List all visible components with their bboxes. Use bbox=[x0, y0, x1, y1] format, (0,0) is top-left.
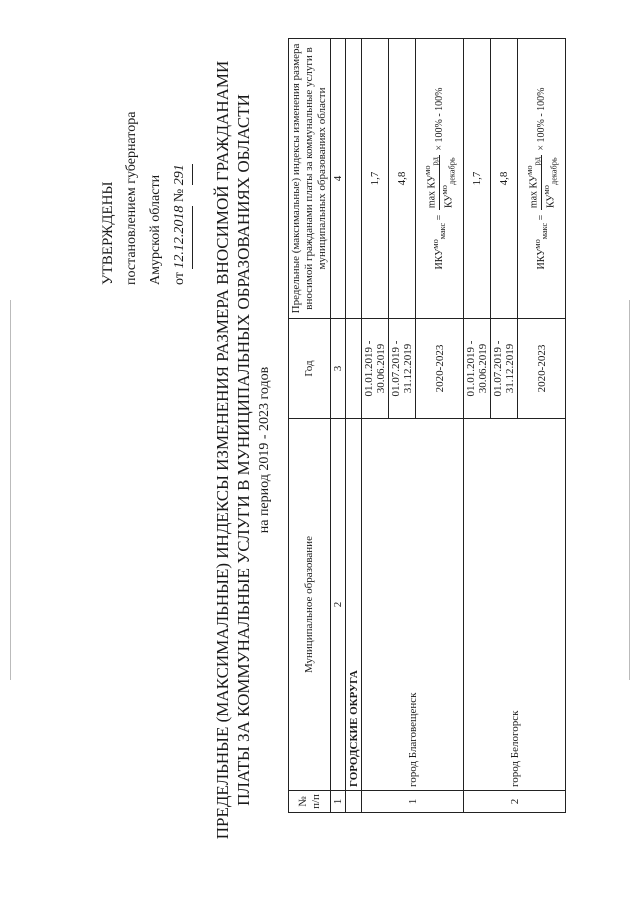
period: 2020-2023 bbox=[518, 319, 566, 419]
title-line: ПЛАТЫ ЗА КОММУНАЛЬНЫЕ УСЛУГИ В МУНИЦИПАЛЬНЫХ ОБРАЗОВАНИЯХ ОБЛАСТИ bbox=[234, 94, 253, 806]
indices-table bbox=[288, 38, 566, 813]
period: 01.07.2019 - 31.12.2019 bbox=[491, 319, 518, 419]
title-period: на период 2019 - 2023 годов bbox=[257, 366, 272, 534]
approval-heading: УТВЕРЖДЕНЫ bbox=[100, 181, 116, 285]
header-index: Предельные (максимальные) индексы изменения размера вносимой гражданами платы за коммунальные услуги в муниципальных образованиях области bbox=[289, 39, 331, 319]
approval-date-line bbox=[168, 35, 193, 285]
group-heading: ГОРОДСКИЕ ОКРУГА bbox=[346, 419, 362, 791]
index-formula: $ИКУ^{мо}_{макс}$ = $\max КУ^{мо}_{рд}$ $КУ^{мо}_{декабрь}$ × 100% - 100% bbox=[416, 39, 464, 319]
index-value: 1,7 bbox=[362, 39, 389, 319]
approval-block bbox=[96, 35, 193, 285]
table-row bbox=[362, 39, 389, 813]
scan-edge-mark bbox=[629, 300, 630, 680]
approval-number: 291 bbox=[168, 164, 193, 185]
table-row bbox=[464, 39, 491, 813]
col-number: 3 bbox=[331, 319, 346, 419]
index-value: 4,8 bbox=[389, 39, 416, 319]
scan-edge-mark bbox=[10, 300, 11, 680]
header-year: Год bbox=[289, 319, 331, 419]
period: 2020-2023 bbox=[416, 319, 464, 419]
period: 01.01.2019 - 30.06.2019 bbox=[464, 319, 491, 419]
approval-line: Амурской области bbox=[148, 174, 163, 285]
index-value: 4,8 bbox=[491, 39, 518, 319]
period: 01.01.2019 - 30.06.2019 bbox=[362, 319, 389, 419]
approval-line: постановлением губернатора bbox=[124, 111, 139, 285]
row-number: 1 bbox=[362, 791, 464, 813]
from-label: от bbox=[172, 272, 187, 285]
header-municipality: Муниципальное образование bbox=[289, 419, 331, 791]
row-number: 2 bbox=[464, 791, 566, 813]
document-title bbox=[212, 55, 275, 845]
title-line: ПРЕДЕЛЬНЫЕ (МАКСИМАЛЬНЫЕ) ИНДЕКСЫ ИЗМЕНЕНИЯ РАЗМЕРА ВНОСИМОЙ ГРАЖДАНАМИ bbox=[213, 60, 232, 840]
index-formula: $ИКУ^{мо}_{макс}$ = $\max КУ^{мо}_{рд}$ $КУ^{мо}_{декабрь}$ × 100% - 100% bbox=[518, 39, 566, 319]
header-no: № п/п bbox=[289, 791, 331, 813]
col-number: 2 bbox=[331, 419, 346, 791]
period: 01.07.2019 - 31.12.2019 bbox=[389, 319, 416, 419]
index-value: 1,7 bbox=[464, 39, 491, 319]
approval-date: 12.12.2018 bbox=[168, 206, 193, 269]
col-number: 1 bbox=[331, 791, 346, 813]
municipality-name: город Белогорск bbox=[464, 419, 566, 791]
col-number: 4 bbox=[331, 39, 346, 319]
municipality-name: город Благовещенск bbox=[362, 419, 464, 791]
number-sign: № bbox=[172, 188, 187, 203]
